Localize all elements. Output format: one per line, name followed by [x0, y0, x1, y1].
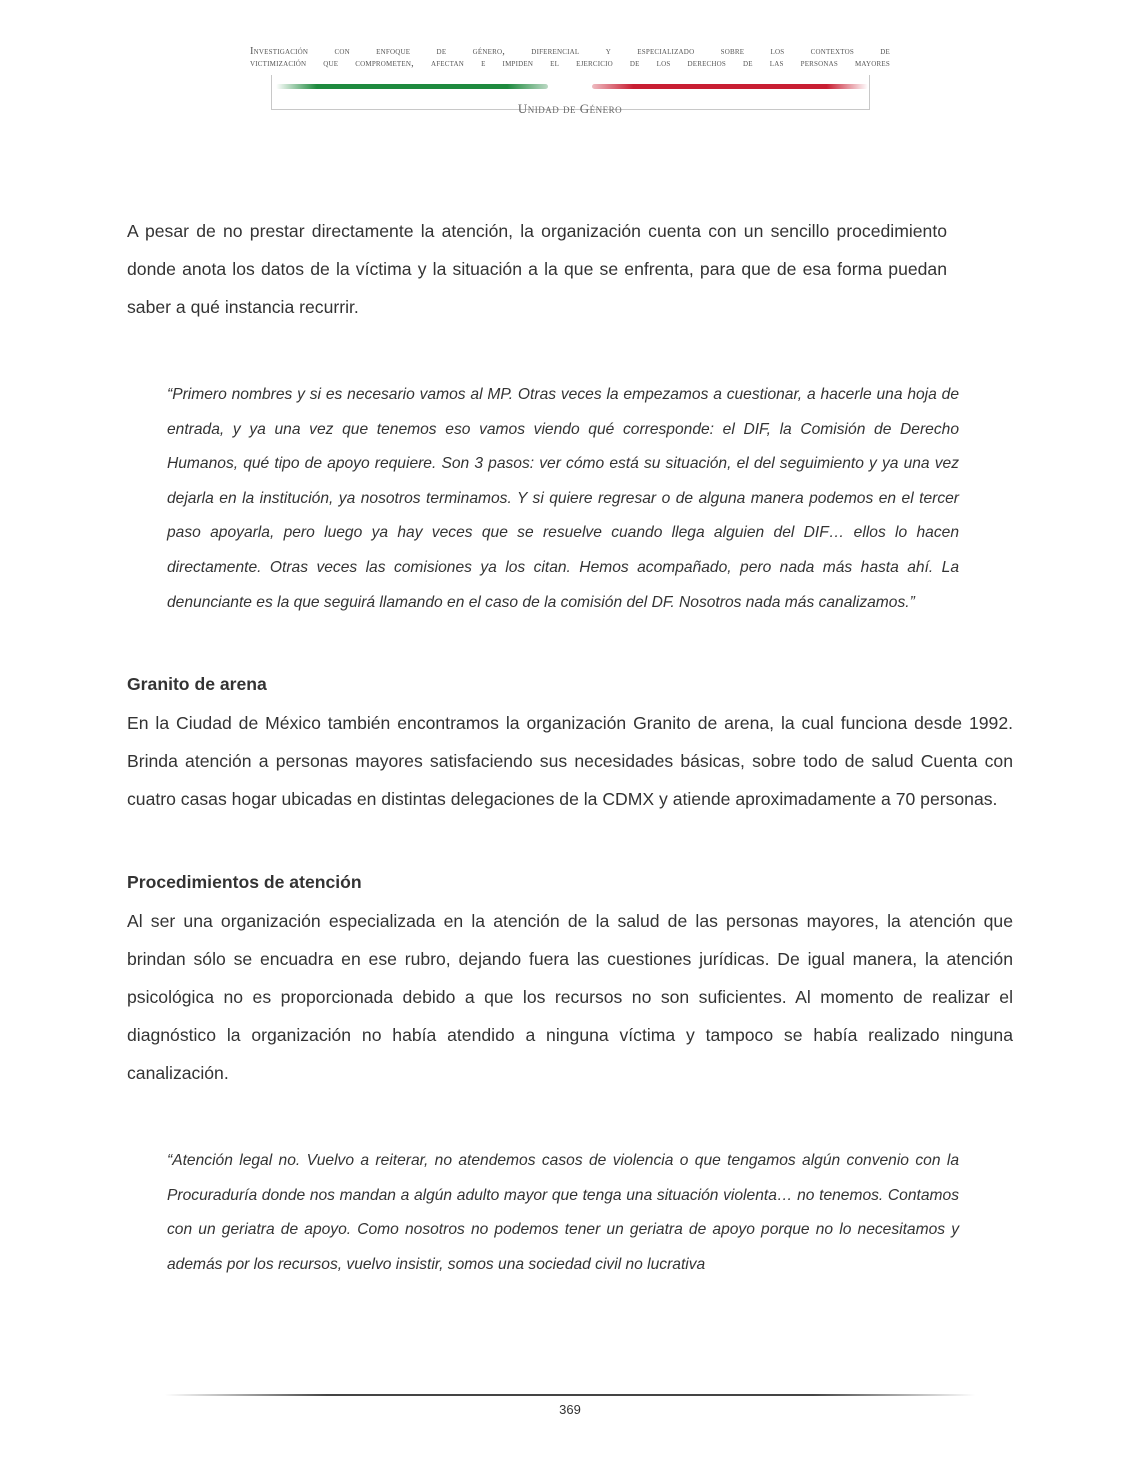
- section-heading-granito: Granito de arena: [127, 674, 267, 695]
- header-title-line-1: Investigación con enfoque de género, diferencial y especializado sobre los contextos de: [250, 46, 890, 57]
- document-body: [127, 212, 1013, 1283]
- header-unit-name: Unidad de Género: [517, 101, 623, 116]
- document-header: [250, 46, 890, 116]
- green-flag-bar: [276, 84, 548, 89]
- procedimientos-paragraph: Al ser una organización especializada en la atención de la salud de las personas mayores, la atención que brindan sólo se encuadra en ese rubro, dejando fuera las cuestiones jurídicas. De igual manera, la atención psicológica no es proporcionada debido a que los recursos no son suficientes. Al momento de realizar el diagnóstico la organización no había atendido a ninguna víctima y tampoco se había realizado ninguna canalización.: [127, 911, 1013, 1084]
- interview-quote-1: “Primero nombres y si es necesario vamos al MP. Otras veces la empezamos a cuestionar, a hacerle una hoja de entrada, y ya una vez que tenemos eso vamos viendo qué corresponde: el DIF, la Comisión de Derecho Humanos, qué tipo de apoyo requiere. Son 3 pasos: ver cómo está su situación, el del seguimiento y ya una vez dejarla en la institución, ya nosotros terminamos. Y si quiere regresar o de alguna manera podemos en el tercer paso apoyarla, pero luego ya hay veces que se resuelve cuando llega alguien del DIF… ellos lo hacen directamente. Otras veces las comisiones ya los citan. Hemos acompañado, pero nada más hasta ahí. La denunciante es la que seguirá llamando en el caso de la comisión del DF. Nosotros nada más canalizamos.”: [167, 386, 959, 611]
- intro-paragraph: A pesar de no prestar directamente la atención, la organización cuenta con un sencillo procedimiento donde anota los datos de la víctima y la situación a la que se enfrenta, para que de esa forma puedan saber a qué instancia recurrir.: [127, 221, 947, 317]
- footer-rule: [165, 1394, 975, 1396]
- red-flag-bar: [592, 84, 868, 89]
- granito-paragraph: En la Ciudad de México también encontramos la organización Granito de arena, la cual funciona desde 1992. Brinda atención a personas mayores satisfaciendo sus necesidades básicas, sobre todo de salud Cuenta con cuatro casas hogar ubicadas en distintas delegaciones de la CDMX y atiende aproximadamente a 70 personas.: [127, 713, 1013, 810]
- page-number: 369: [559, 1402, 581, 1417]
- header-title-line-2: victimización que comprometen, afectan e impiden el ejercicio de los derechos de las personas mayores: [250, 58, 890, 69]
- interview-quote-2: “Atención legal no. Vuelvo a reiterar, no atendemos casos de violencia o que tengamos algún convenio con la Procuraduría donde nos mandan a algún adulto mayor que tenga una situación violenta… no tenemos. Contamos con un geriatra de apoyo. Como nosotros no podemos tener un geriatra de apoyo porque no lo necesitamos y además por los recursos, vuelvo insistir, somos una sociedad civil no lucrativa: [167, 1152, 959, 1273]
- section-heading-procedimientos: Procedimientos de atención: [127, 872, 362, 893]
